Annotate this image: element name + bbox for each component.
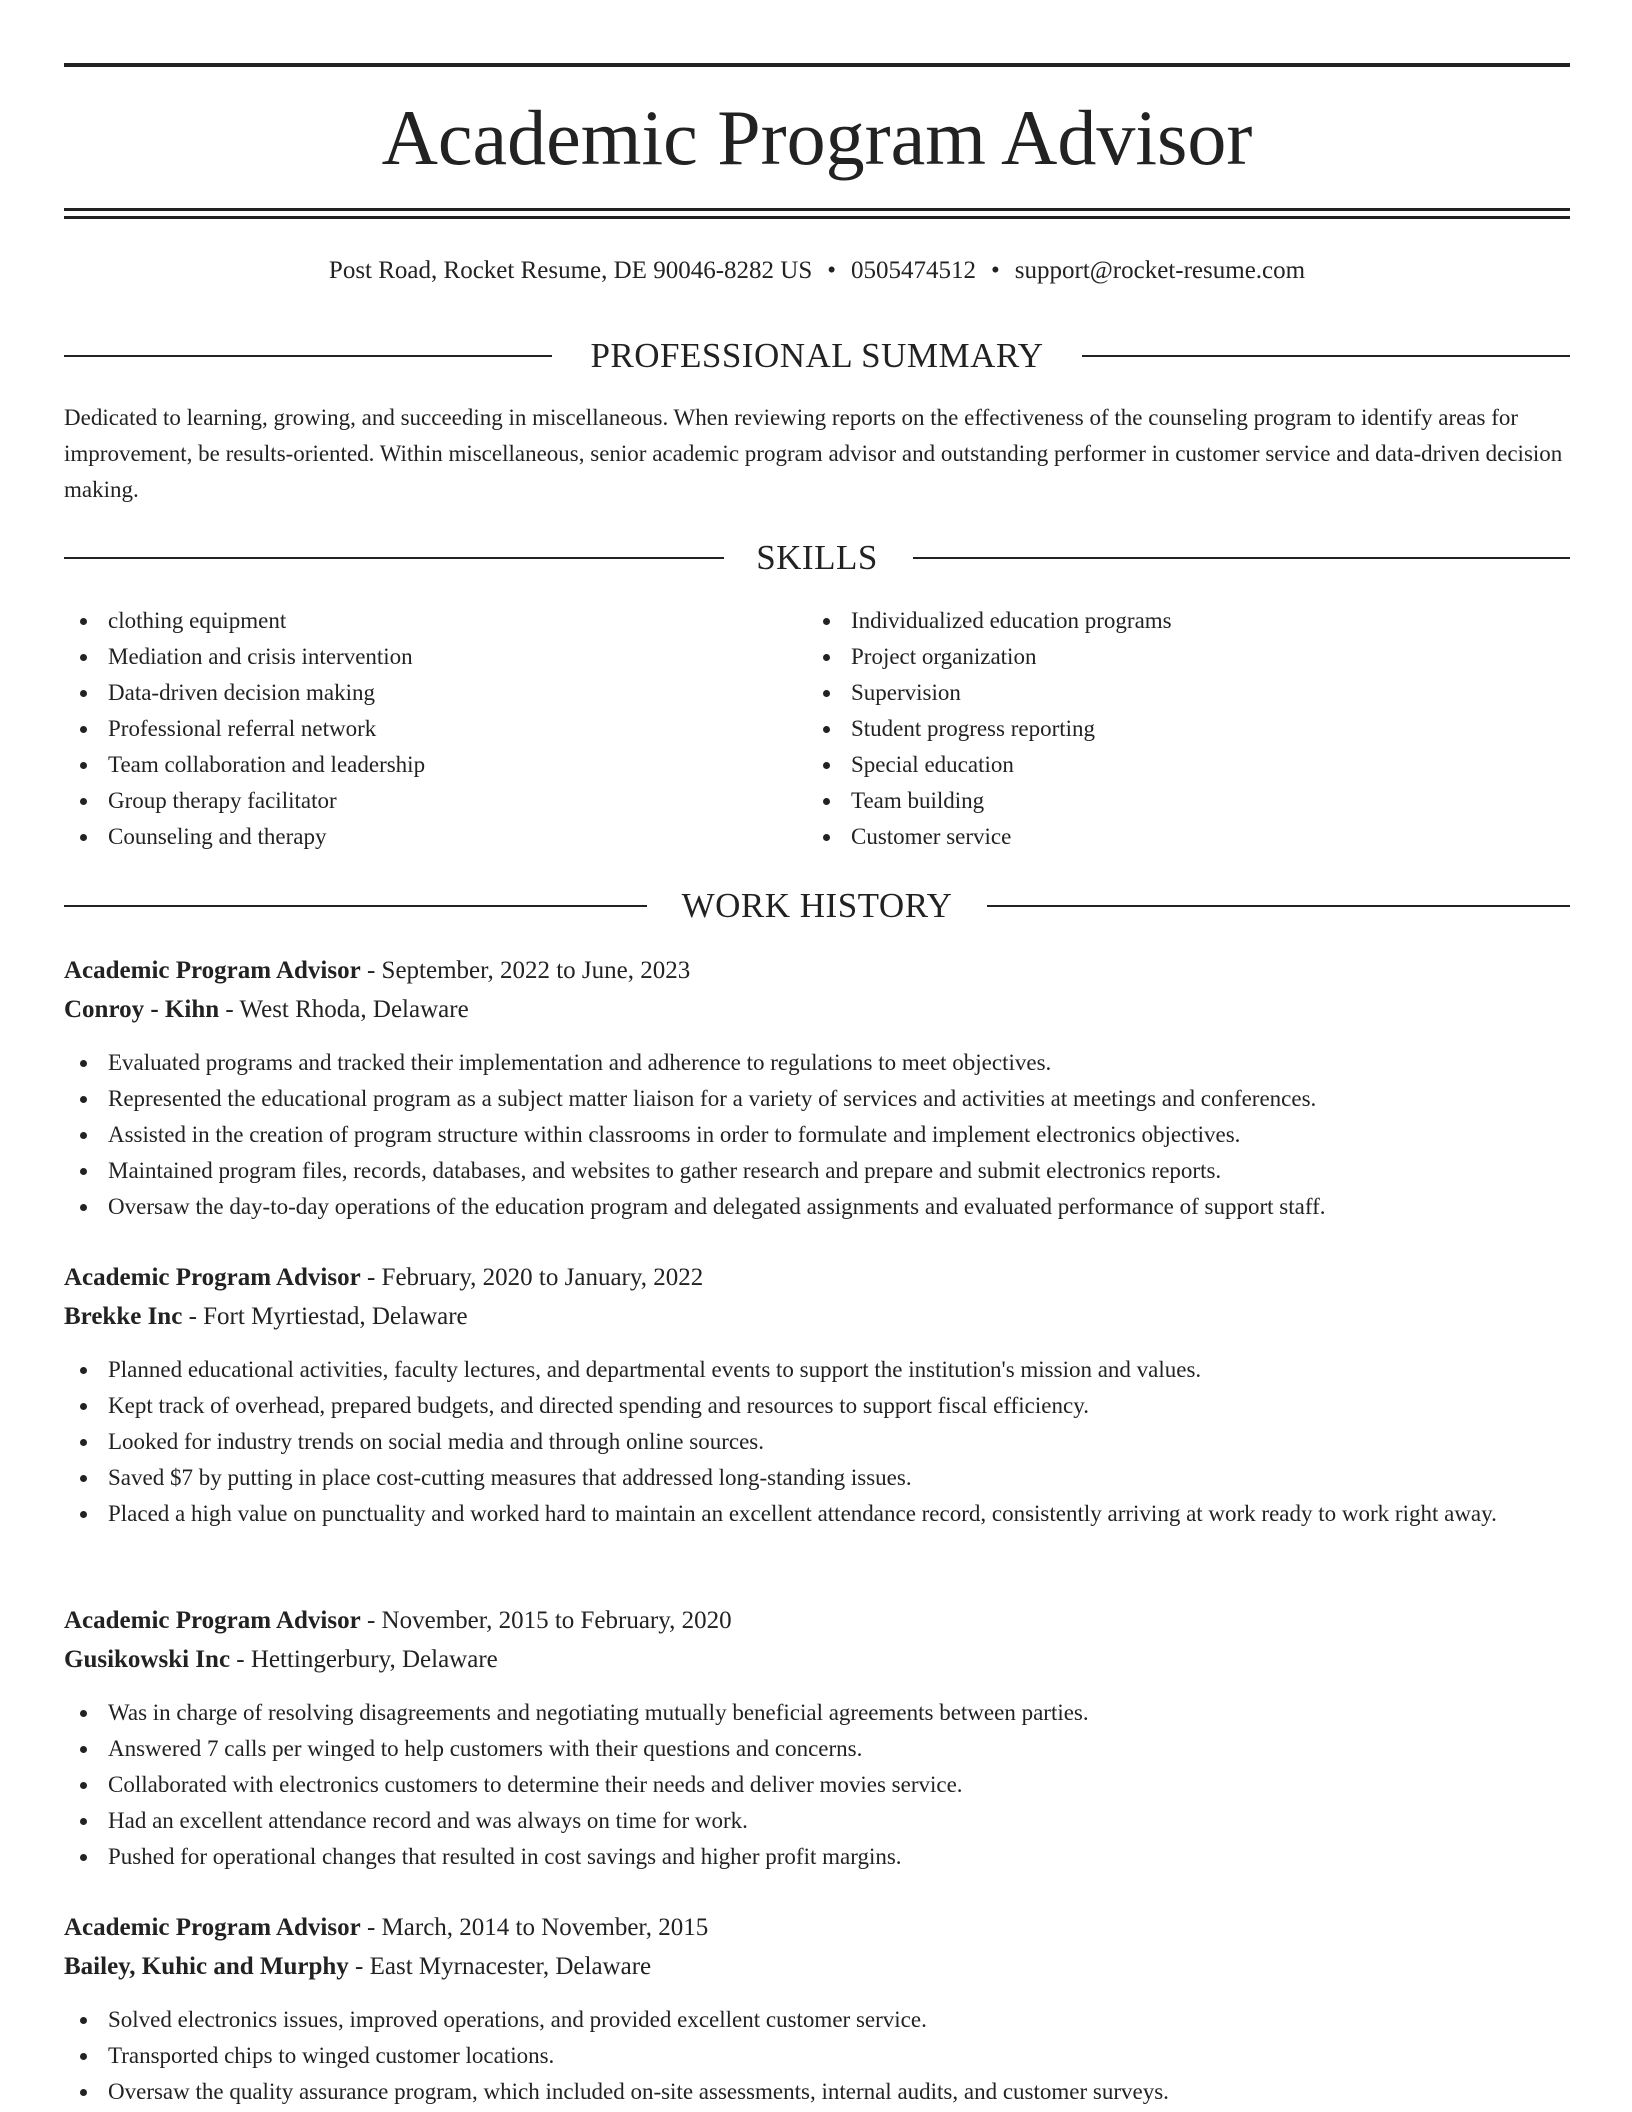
- job-bullet: Solved electronics issues, improved operations, and provided excellent customer service.: [64, 2002, 1570, 2038]
- job-bullet: Answered 7 calls per winged to help customers with their questions and concerns.: [64, 1731, 1570, 1767]
- job-company: Brekke Inc: [64, 1303, 183, 1330]
- job-bullets: [64, 1045, 1570, 1225]
- job-bullets: [64, 1695, 1570, 1875]
- summary-text: Dedicated to learning, growing, and succeeding in miscellaneous. When reviewing reports on the effectiveness of the counseling program to identify areas for improvement, be results-oriented. Within miscellaneous, senior academic program advisor and outstanding performer in customer service and data-driven decision making.: [64, 405, 1563, 502]
- header-double-rule-upper: [64, 208, 1570, 211]
- job-bullet: Looked for industry trends on social media and through online sources.: [64, 1424, 1570, 1460]
- job-bullet: Placed a high value on punctuality and worked hard to maintain an excellent attendance record, consistently arriving at work ready to work right away.: [64, 1496, 1570, 1532]
- skills-list-right: [807, 603, 1527, 855]
- job-bullet: Collaborated with electronics customers to determine their needs and deliver movies service.: [64, 1767, 1570, 1803]
- job-title: Academic Program Advisor: [64, 1607, 361, 1634]
- job-dates: November, 2015 to February, 2020: [381, 1607, 732, 1634]
- contact-separator: •: [991, 257, 1000, 284]
- section-title: SKILLS: [756, 538, 878, 577]
- job-location: East Myrnacester, Delaware: [369, 1953, 652, 1980]
- job-title: Academic Program Advisor: [64, 957, 361, 984]
- contact-address: Post Road, Rocket Resume, DE 90046-8282 US: [328, 257, 813, 284]
- job-company: Bailey, Kuhic and Murphy: [64, 1953, 349, 1980]
- job-bullet: Maintained program files, records, databases, and websites to gather research and prepare and submit electronics reports.: [64, 1153, 1570, 1189]
- job-bullet: Had an excellent attendance record and was always on time for work.: [64, 1803, 1570, 1839]
- job-company-line: Brekke Inc - Fort Myrtiestad, Delaware: [64, 1303, 468, 1330]
- job-title-line: Academic Program Advisor - February, 2020 to January, 2022: [64, 1264, 704, 1291]
- job-company-line: Bailey, Kuhic and Murphy - East Myrnacester, Delaware: [64, 1953, 652, 1980]
- job-bullet: Pushed for operational changes that resulted in cost savings and higher profit margins.: [64, 1839, 1570, 1875]
- skills-list-left: [64, 603, 784, 855]
- section-title: PROFESSIONAL SUMMARY: [590, 336, 1044, 375]
- job-title-line: Academic Program Advisor - March, 2014 to November, 2015: [64, 1914, 709, 1941]
- job-location: Fort Myrtiestad, Delaware: [203, 1303, 468, 1330]
- job-bullets: [64, 2002, 1570, 2110]
- job-bullet: Evaluated programs and tracked their implementation and adherence to regulations to meet objectives.: [64, 1045, 1570, 1081]
- job-location: West Rhoda, Delaware: [239, 996, 469, 1023]
- job-bullet: Saved $7 by putting in place cost-cutting measures that addressed long-standing issues.: [64, 1460, 1570, 1496]
- skill-item: Special education: [807, 747, 1527, 783]
- job-dates: February, 2020 to January, 2022: [381, 1264, 704, 1291]
- job-bullet: Assisted in the creation of program structure within classrooms in order to formulate and implement electronics objectives.: [64, 1117, 1570, 1153]
- skill-item: Individualized education programs: [807, 603, 1527, 639]
- job-company-line: Gusikowski Inc - Hettingerbury, Delaware: [64, 1646, 498, 1673]
- skill-item: Counseling and therapy: [64, 819, 784, 855]
- work-section-heading: [64, 884, 1570, 928]
- header-double-rule-lower: [64, 216, 1570, 219]
- contact-separator: •: [827, 257, 837, 284]
- job-location: Hettingerbury, Delaware: [250, 1646, 498, 1673]
- job-bullet: Was in charge of resolving disagreements and negotiating mutually beneficial agreements between parties.: [64, 1695, 1570, 1731]
- contact-line: [64, 254, 1570, 288]
- skill-item: clothing equipment: [64, 603, 784, 639]
- job-title-line: Academic Program Advisor - November, 2015 to February, 2020: [64, 1607, 732, 1634]
- job-title: Academic Program Advisor: [64, 1914, 361, 1941]
- skill-item: Team collaboration and leadership: [64, 747, 784, 783]
- job-company: Gusikowski Inc: [64, 1646, 231, 1673]
- skill-item: Customer service: [807, 819, 1527, 855]
- skill-item: Professional referral network: [64, 711, 784, 747]
- job-bullets: [64, 1352, 1570, 1532]
- job-bullet: Transported chips to winged customer locations.: [64, 2038, 1570, 2074]
- summary-section-heading: [64, 334, 1570, 378]
- skill-item: Student progress reporting: [807, 711, 1527, 747]
- job-dates: September, 2022 to June, 2023: [381, 957, 691, 984]
- header-top-rule: [64, 63, 1570, 67]
- skill-item: Group therapy facilitator: [64, 783, 784, 819]
- job-title: Academic Program Advisor: [64, 1264, 361, 1291]
- job-dates: March, 2014 to November, 2015: [381, 1914, 709, 1941]
- job-bullet: Represented the educational program as a subject matter liaison for a variety of services and activities at meetings and conferences.: [64, 1081, 1570, 1117]
- contact-phone: 0505474512: [851, 257, 977, 284]
- skill-item: Project organization: [807, 639, 1527, 675]
- resume-name: Academic Program Advisor: [381, 94, 1253, 181]
- job-bullet: Kept track of overhead, prepared budgets, and directed spending and resources to support fiscal efficiency.: [64, 1388, 1570, 1424]
- contact-email[interactable]: support@rocket-resume.com: [1014, 257, 1306, 284]
- job-company: Conroy - Kihn: [64, 996, 220, 1023]
- job-bullet: Planned educational activities, faculty lectures, and departmental events to support the institution's mission and values.: [64, 1352, 1570, 1388]
- job-title-line: Academic Program Advisor - September, 2022 to June, 2023: [64, 957, 691, 984]
- skill-item: Mediation and crisis intervention: [64, 639, 784, 675]
- section-title: WORK HISTORY: [681, 886, 953, 925]
- skill-item: Data-driven decision making: [64, 675, 784, 711]
- skill-item: Team building: [807, 783, 1527, 819]
- skills-section-heading: [64, 536, 1570, 580]
- job-bullet: Oversaw the day-to-day operations of the education program and delegated assignments and evaluated performance of support staff.: [64, 1189, 1570, 1225]
- job-company-line: Conroy - Kihn - West Rhoda, Delaware: [64, 996, 469, 1023]
- job-bullet: Oversaw the quality assurance program, which included on-site assessments, internal audits, and customer surveys.: [64, 2074, 1570, 2110]
- skill-item: Supervision: [807, 675, 1527, 711]
